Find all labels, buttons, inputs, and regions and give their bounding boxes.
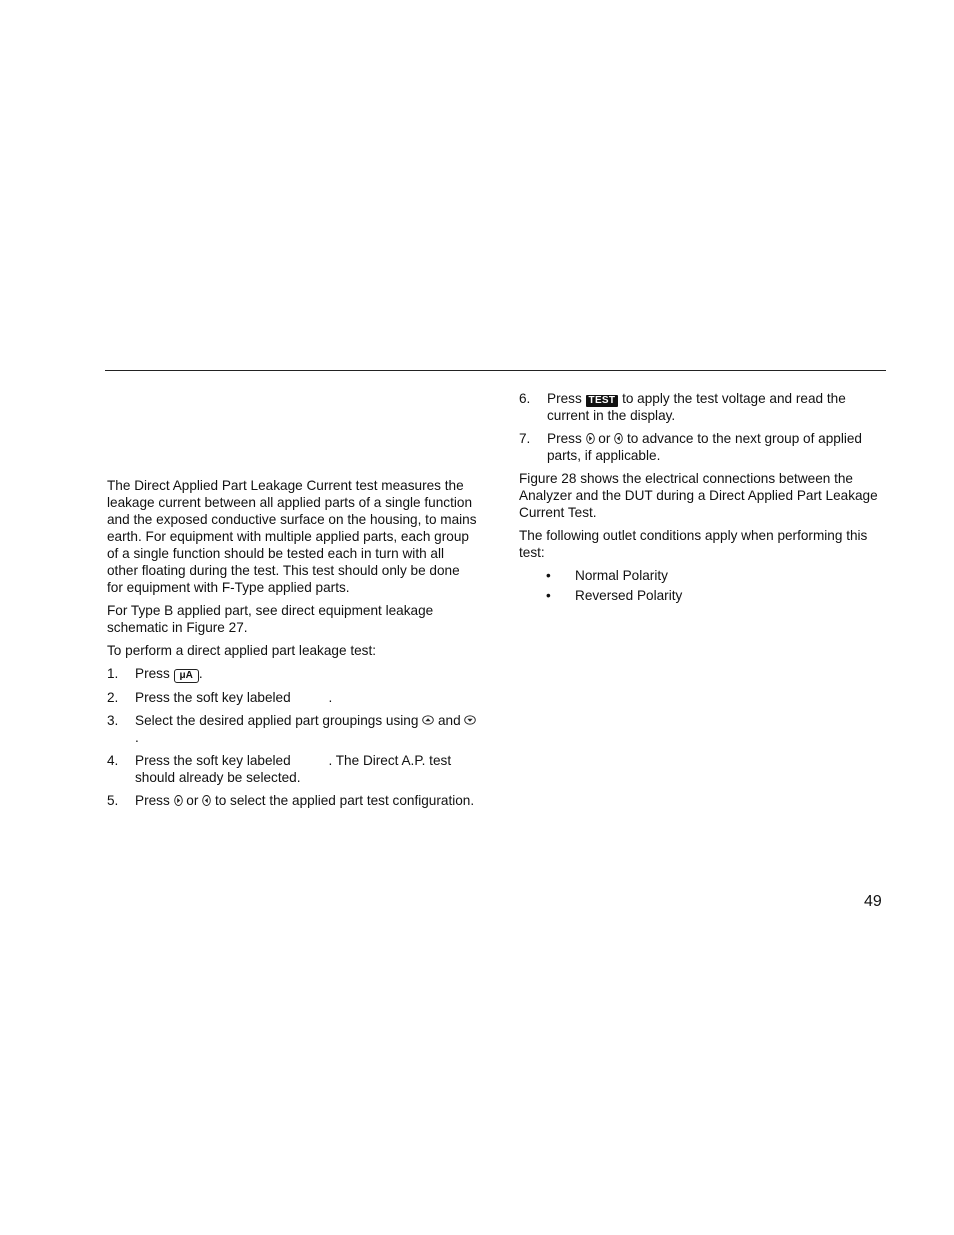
step-6 — [519, 390, 887, 424]
right-arrow-key-icon — [586, 433, 595, 444]
step-7 — [519, 430, 887, 464]
outlet-conditions-intro: The following outlet conditions apply when performing this test: — [519, 528, 868, 560]
step-number: 7. — [519, 431, 531, 446]
step-text: Press — [135, 793, 174, 808]
step-number: 5. — [107, 793, 119, 808]
down-key-icon — [464, 715, 476, 725]
step-text: . — [198, 666, 203, 681]
list-item — [519, 587, 887, 604]
procedure-intro: To perform a direct applied part leakage test: — [107, 643, 377, 658]
step-5 — [107, 792, 477, 809]
step-1 — [107, 665, 477, 683]
right-arrow-key-icon — [174, 795, 183, 806]
step-number: 2. — [107, 690, 119, 705]
outlet-conditions-list — [519, 567, 887, 604]
list-item-text: Normal Polarity — [575, 568, 668, 583]
step-text: . The Direct A.P. test should already be selected. — [135, 753, 452, 785]
up-key-icon — [422, 715, 434, 725]
left-arrow-key-icon — [614, 433, 623, 444]
header-rule — [105, 370, 886, 371]
right-column — [519, 390, 887, 607]
step-number: 1. — [107, 666, 119, 681]
step-number: 4. — [107, 753, 119, 768]
step-4 — [107, 752, 477, 786]
step-text: to select the applied part test configuration. — [211, 793, 475, 808]
bullet-glyph: • — [546, 588, 551, 603]
step-text: Press — [547, 431, 586, 446]
step-number: 6. — [519, 391, 531, 406]
bullet-glyph: • — [546, 568, 551, 583]
step-text: or — [594, 431, 615, 446]
step-text: to advance to the next group of applied parts, if applicable. — [547, 431, 862, 463]
type-b-paragraph: For Type B applied part, see direct equipment leakage schematic in Figure 27. — [107, 603, 434, 635]
step-text: . — [328, 690, 333, 705]
list-item — [519, 567, 887, 584]
step-text: Press the soft key labeled — [135, 753, 295, 768]
list-item-text: Reversed Polarity — [575, 588, 683, 603]
figure-reference-paragraph: Figure 28 shows the electrical connections between the Analyzer and the DUT during a Direct Applied Part Leakage Current Test. — [519, 471, 878, 520]
step-text: . — [135, 730, 139, 745]
microamp-key-icon: μA — [174, 669, 199, 683]
step-text: Press — [547, 391, 586, 406]
step-text: Press the soft key labeled — [135, 690, 295, 705]
test-key-icon: TEST — [586, 395, 619, 407]
step-text: to apply the test voltage and read the current in the display. — [547, 391, 846, 423]
step-text: and — [434, 713, 465, 728]
step-text: Press — [135, 666, 174, 681]
page-number: 49 — [864, 893, 882, 910]
step-2 — [107, 689, 477, 706]
step-number: 3. — [107, 713, 119, 728]
left-column — [107, 477, 477, 815]
step-3 — [107, 712, 477, 746]
left-arrow-key-icon — [202, 795, 211, 806]
step-text: or — [182, 793, 203, 808]
intro-paragraph: The Direct Applied Part Leakage Current test measures the leakage current between all applied parts of a single function and the exposed conductive surface on the housing, to mains earth. For equipment with multiple applied parts, each group of a single function should be tested each in turn with all other floating during the test. This test should only be done for equipment with F-Type applied parts. — [107, 478, 477, 595]
step-text: Select the desired applied part groupings using — [135, 713, 423, 728]
